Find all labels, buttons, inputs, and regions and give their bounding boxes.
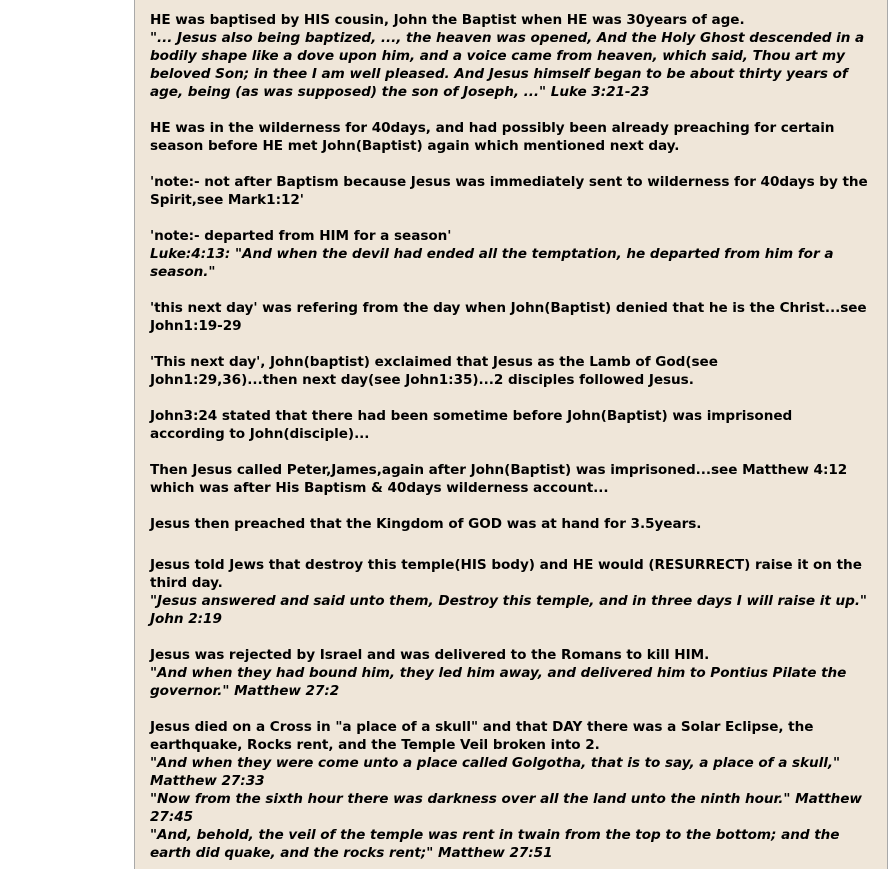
scripture-quote: "And when they were come unto a place called Golgotha, that is to say, a place of a skull," Matthew 27:33 (150, 755, 841, 789)
content-panel (134, 0, 888, 869)
article-body (150, 11, 870, 880)
paragraph-note-baptism (150, 173, 870, 209)
paragraph-text: 'this next day' was refering from the day when John(Baptist) denied that he is the Christ...see John1:19-29 (150, 300, 867, 334)
paragraph-text: Then Jesus called Peter,James,again after John(Baptist) was imprisoned...see Matthew 4:12 which was after His Baptism & 40days wilderness account... (150, 462, 848, 496)
paragraph-text: HE was in the wilderness for 40days, and had possibly been already preaching for certain season before HE met John(Baptist) again which mentioned next day. (150, 120, 835, 154)
paragraph-wilderness (150, 119, 870, 155)
paragraph-text: Jesus was rejected by Israel and was delivered to the Romans to kill HIM. (150, 647, 710, 663)
paragraph-crucifixion (150, 718, 870, 862)
paragraph-text: Jesus died on a Cross in "a place of a skull" and that DAY there was a Solar Eclipse, the earthquake, Rocks rent, and the Temple Veil broken into 2. (150, 719, 814, 753)
scripture-quote: "... Jesus also being baptized, ..., the heaven was opened, And the Holy Ghost descended in a bodily shape like a dove upon him, and a voice came from heaven, which said, Thou art my beloved Son; in thee I am well pleased. And Jesus himself began to be about thirty years of age, being (as was supposed) the son of Joseph, ..." Luke 3:21-23 (150, 30, 865, 100)
scripture-quote: "And when they had bound him, they led him away, and delivered him to Pontius Pilate the governor." Matthew 27:2 (150, 665, 847, 699)
paragraph-baptism (150, 11, 870, 101)
scripture-quote: Luke:4:13: "And when the devil had ended all the temptation, he departed from him for a season." (150, 246, 834, 280)
scripture-quote: "Jesus answered and said unto them, Destroy this temple, and in three days I will raise it up." John 2:19 (150, 593, 867, 627)
scripture-quote: "And, behold, the veil of the temple was rent in twain from the top to the bottom; and the earth did quake, and the rocks rent;" Matthew 27:51 (150, 827, 840, 861)
paragraph-john-3-24 (150, 407, 870, 443)
paragraph-text: 'This next day', John(baptist) exclaimed that Jesus as the Lamb of God(see John1:29,36)...then next day(see John1:35)...2 disciples followed Jesus. (150, 354, 718, 388)
paragraph-text: 'note:- not after Baptism because Jesus was immediately sent to wilderness for 40days by the Spirit,see Mark1:12' (150, 174, 868, 208)
paragraph-next-day (150, 299, 870, 335)
paragraph-text: Jesus then preached that the Kingdom of GOD was at hand for 3.5years. (150, 516, 702, 532)
paragraph-text: HE was baptised by HIS cousin, John the Baptist when HE was 30years of age. (150, 12, 745, 28)
paragraph-text: John3:24 stated that there had been sometime before John(Baptist) was imprisoned according to John(disciple)... (150, 408, 793, 442)
paragraph-temple (150, 556, 870, 628)
paragraph-lamb-of-god (150, 353, 870, 389)
scripture-quote: "Now from the sixth hour there was darkness over all the land unto the ninth hour." Matthew 27:45 (150, 791, 862, 825)
paragraph-rejected (150, 646, 870, 700)
paragraph-text: 'note:- departed from HIM for a season' (150, 228, 452, 244)
paragraph-called-disciples (150, 461, 870, 497)
paragraph-kingdom (150, 515, 870, 533)
paragraph-text: Jesus told Jews that destroy this temple(HIS body) and HE would (RESURRECT) raise it on the third day. (150, 557, 862, 591)
paragraph-note-departed (150, 227, 870, 281)
